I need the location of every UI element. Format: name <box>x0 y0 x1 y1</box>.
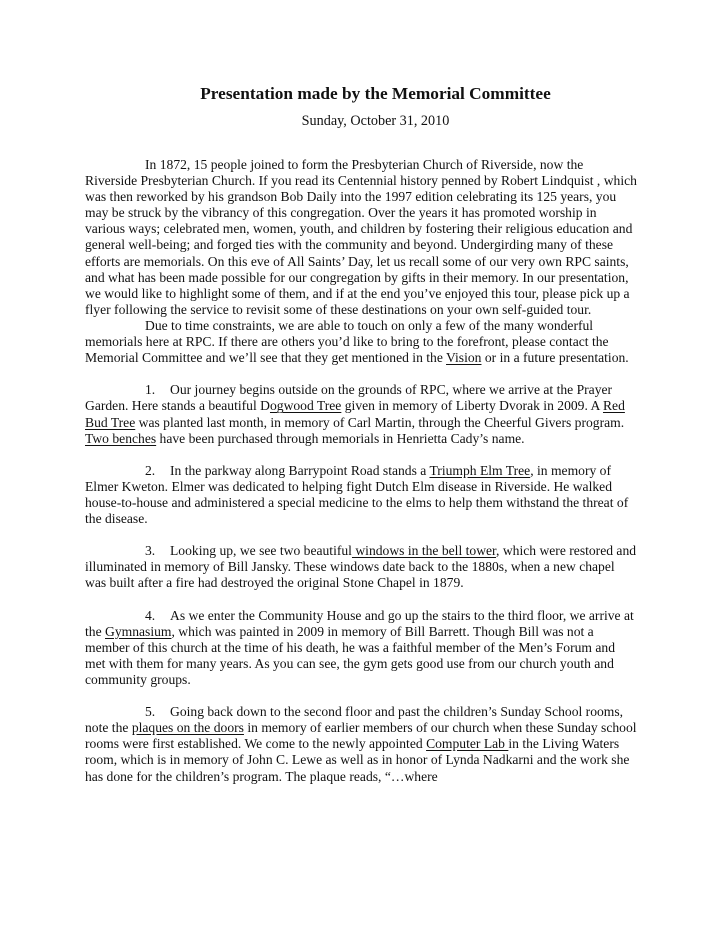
document-title: Presentation made by the Memorial Committee <box>200 84 551 103</box>
stop-2-number: 2. <box>145 462 156 478</box>
stop-1-text-3: was planted last month, in memory of Carl Martin, through the Cheerful Givers program. <box>135 414 625 430</box>
stop-3-number: 3. <box>145 543 156 559</box>
vision-link[interactable]: Vision <box>446 350 482 366</box>
gymnasium-link[interactable]: Gymnasium <box>105 623 172 639</box>
document-date: Sunday, October 31, 2010 <box>301 113 450 129</box>
constraints-paragraph <box>85 318 638 366</box>
paragraph-gap <box>85 592 638 608</box>
bell-tower-windows-link[interactable]: windows in the bell tower <box>351 543 497 559</box>
stop-5-text-2: in memory of earlier members of our church when these Sunday school rooms were first established. We come to the newly appointed <box>85 720 637 752</box>
stop-2-paragraph <box>85 463 638 527</box>
two-benches-link[interactable]: Two benches <box>85 430 157 446</box>
intro-paragraph: In 1872, 15 people joined to form the Presbyterian Church of Riverside, now the Riverside Presbyterian Church. If you read its Centennial history penned by Robert Lindquist , which was then reworked by his grandson Bob Daily into the 1997 edition celebrating its 125 years, you may be struck by the vibrancy of this congregation. Over the years it has promoted worship in various ways; celebrated men, women, youth, and children by fostering their religious education and general well-being; and forged ties with the community and beyond. Undergirding many of these efforts are memorials. On this eve of All Saints’ Day, let us recall some of our very own RPC saints, and what has been made possible for our congregation by gifts in their memory. In our presentation, we would like to highlight some of them, and if at the end you’ve enjoyed this tour, please pick up a flyer following the service to revisit some of these destinations on your own self-guided tour. <box>85 157 637 317</box>
stop-3-paragraph <box>85 543 638 591</box>
stop-2-text-2: , in memory of Elmer Kweton. Elmer was dedicated to helping fight Dutch Elm disease in Riverside. He walked house-to-house and administered a special medicine to the elms to help them withstand the threat of the disease. <box>85 462 629 527</box>
paragraph-gap <box>85 447 638 463</box>
paragraph-gap <box>85 366 638 382</box>
red-bud-tree-link[interactable]: Red Bud Tree <box>85 398 625 430</box>
computer-lab-link[interactable]: Computer Lab <box>426 736 509 752</box>
paragraph-gap <box>85 688 638 704</box>
stop-1-text-4: have been purchased through memorials in Henrietta Cady’s name. <box>156 430 525 446</box>
stop-3-text-2: , which were restored and illuminated in memory of Bill Jansky. These windows date back to the 1880s, when a new chapel was built after a fire had destroyed the original Stone Chapel in 1879. <box>85 543 637 591</box>
stop-4-text-2: , which was painted in 2009 in memory of Bill Barrett. Though Bill was not a member of this church at the time of his death, he was a faithful member of the Men’s Forum and met with them for many years. As you can see, the gym gets good use from our church youth and community groups. <box>85 623 616 687</box>
stop-1-text-1: Our journey begins outside on the grounds of RPC, where we arrive at the Prayer Garden. Here stands a beautiful D <box>85 382 613 414</box>
stop-4-number: 4. <box>145 607 156 623</box>
triumph-elm-tree-link[interactable]: Triumph Elm Tree <box>429 462 531 478</box>
constraints-text-after: or in a future presentation. <box>481 350 629 366</box>
stop-4-paragraph <box>85 608 638 688</box>
stop-5-text-3: in the Living Waters room, which is in memory of John C. Lewe as well as in honor of Lynda Nadkarni and the work she has done for the children’s program. The plaque reads, “…where <box>85 736 630 784</box>
stop-3-text-1: Looking up, we see two beautiful <box>170 543 352 559</box>
constraints-text-before: Due to time constraints, we are able to touch on only a few of the many wonderful memorials here at RPC. If there are others you’d like to bring to the forefront, please contact the Memorial Committee and we’ll see that they get mentioned in the <box>85 317 609 366</box>
stop-4-text-1: As we enter the Community House and go up the stairs to the third floor, we arrive at the <box>85 607 634 639</box>
stop-5-number: 5. <box>145 704 156 720</box>
stop-1-number: 1. <box>145 382 156 398</box>
dogwood-tree-link[interactable]: ogwood Tree <box>269 398 342 414</box>
stop-5-text-1: Going back down to the second floor and past the children’s Sunday School rooms, note the <box>85 704 624 736</box>
paragraph-gap <box>85 527 638 543</box>
stop-5-paragraph <box>85 704 638 784</box>
stop-1-text-2: given in memory of Liberty Dvorak in 2009. A <box>341 398 603 414</box>
stop-1-paragraph <box>85 382 638 446</box>
stop-2-text-1: In the parkway along Barrypoint Road stands a <box>170 462 430 478</box>
door-plaques-link[interactable]: plaques on the doors <box>131 720 244 736</box>
